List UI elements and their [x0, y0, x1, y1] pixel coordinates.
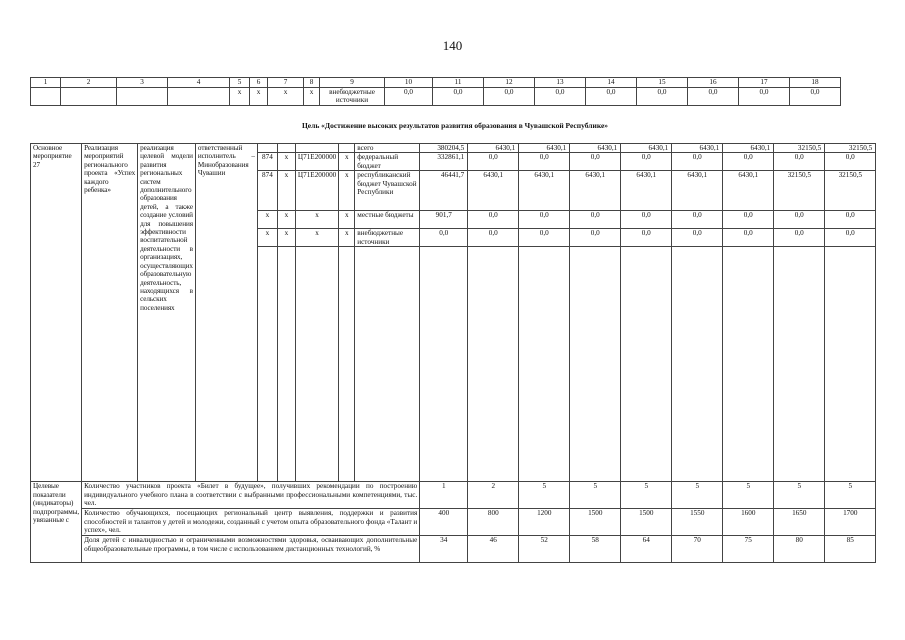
- indicators-label: Целевые показатели (индикаторы) подпрограммы, увязанные с: [31, 482, 82, 563]
- funding-source: внебюджетные источники: [355, 229, 420, 247]
- table-cell: x: [230, 88, 250, 106]
- table-cell: x: [250, 88, 268, 106]
- column-number: 10: [385, 78, 433, 88]
- funding-source: федеральный бюджет: [355, 153, 420, 171]
- table-row: 874 x Ц71Е200000 x республиканский бюджет Чувашской Республики 46441,7 6430,1 6430,1 6430,1 6430,1 6430,1 6430,1 32150,5 32150,5: [31, 171, 876, 211]
- column-number: 3: [117, 78, 168, 88]
- table-cell: 0,0: [637, 88, 688, 106]
- column-number: 2: [61, 78, 117, 88]
- funding-source: местные бюджеты: [355, 211, 420, 229]
- table-row: x x x x внебюджетные источники 0,0 0,0 0,0 0,0 0,0 0,0 0,0 0,0 0,0: [31, 229, 876, 247]
- indicator-row: Доля детей с инвалидностью и ограниченными возможностями здоровья, осваивающих дополнительные общеобразовательные программы, в том числе с использованием дистанционных технологий, % 34 46 52 58 64 70 75 80 85: [31, 536, 876, 563]
- table-cell: 0,0: [433, 88, 484, 106]
- column-number: 18: [790, 78, 841, 88]
- table-row: Основное мероприятие 27 Реализация мероприятий регионального проекта «Успех каждого ребенка» реализация целевой модели развития региональных систем дополнительного образования детей, а также создание условий для повышения эффективности воспитательной деятельности в организациях, осуществляющих образовательную деятельность, находящихся в сельских поселениях ответственный исполнитель – Минобразования Чувашии всего 380204,5 6430,1 6430,1 6430,1 6430,1 6430,1 6430,1 32150,5 32150,5: [31, 144, 876, 153]
- activity-number: Основное мероприятие 27: [31, 144, 82, 482]
- funding-source: республиканский бюджет Чувашской Республики: [355, 171, 420, 211]
- indicator-text: Количество обучающихся, посещающих региональный центр выявления, поддержки и развития способностей и талантов у детей и молодежи, созданный с учетом опыта образовательного фонда «Талант и успех», чел.: [82, 509, 420, 536]
- funding-source: внебюджетные источники: [320, 88, 385, 106]
- table-row: [31, 88, 841, 106]
- indicator-row: Целевые показатели (индикаторы) подпрограммы, увязанные с Количество участников проекта «Билет в будущее», получивших рекомендации по построению индивидуального учебного плана в соответствии с выбранными профессиональными компетенциями, тыс. чел. 1 2 5 5 5 5 5 5 5: [31, 482, 876, 509]
- column-number: 16: [688, 78, 739, 88]
- responsible-executor: ответственный исполнитель – Минобразования Чувашии: [195, 144, 257, 482]
- column-number: 14: [586, 78, 637, 88]
- column-number: 4: [168, 78, 230, 88]
- table-cell: 0,0: [739, 88, 790, 106]
- table-cell: x: [304, 88, 320, 106]
- table-row: 874 x Ц71Е200000 x федеральный бюджет 332861,1 0,0 0,0 0,0 0,0 0,0 0,0 0,0 0,0: [31, 153, 876, 171]
- funding-source: всего: [355, 144, 420, 153]
- column-number: 8: [304, 78, 320, 88]
- column-number: 6: [250, 78, 268, 88]
- column-number-row: [31, 78, 841, 88]
- activity-description: реализация целевой модели развития региональных систем дополнительного образования детей, а также создание условий для повышения эффективности воспитательной деятельности в организациях, осуществляющих образовательную деятельность, находящихся в сельских поселениях: [138, 144, 196, 482]
- table-cell: 0,0: [535, 88, 586, 106]
- column-number: 5: [230, 78, 250, 88]
- indicator-text: Количество участников проекта «Билет в будущее», получивших рекомендации по построению индивидуального учебного плана в соответствии с выбранными профессиональными компетенциями, тыс. чел.: [82, 482, 420, 509]
- table-cell: 0,0: [790, 88, 841, 106]
- main-table: [30, 143, 876, 563]
- table-row: x x x x местные бюджеты 901,7 0,0 0,0 0,0 0,0 0,0 0,0 0,0 0,0: [31, 211, 876, 229]
- column-number: 7: [268, 78, 304, 88]
- activity-name: Реализация мероприятий регионального проекта «Успех каждого ребенка»: [82, 144, 138, 482]
- column-number: 12: [484, 78, 535, 88]
- column-number: 9: [320, 78, 385, 88]
- table-cell: 0,0: [484, 88, 535, 106]
- column-number: 11: [433, 78, 484, 88]
- page-number: 140: [442, 38, 463, 53]
- table-cell: x: [268, 88, 304, 106]
- indicator-text: Доля детей с инвалидностью и ограниченными возможностями здоровья, осваивающих дополнительные общеобразовательные программы, в том числе с использованием дистанционных технологий, %: [82, 536, 420, 563]
- column-number: 13: [535, 78, 586, 88]
- table-cell: 0,0: [586, 88, 637, 106]
- table-cell: 0,0: [688, 88, 739, 106]
- table-cell: 0,0: [385, 88, 433, 106]
- indicator-row: Количество обучающихся, посещающих региональный центр выявления, поддержки и развития способностей и талантов у детей и молодежи, созданный с учетом опыта образовательного фонда «Талант и успех», чел. 400 800 1200 1500 1500 1550 1600 1650 1700: [31, 509, 876, 536]
- column-number: 15: [637, 78, 688, 88]
- column-number: 1: [31, 78, 61, 88]
- column-number: 17: [739, 78, 790, 88]
- header-table: [30, 77, 841, 106]
- goal-title: Цель «Достижение высоких результатов развития образования в Чувашской Республике»: [301, 121, 609, 130]
